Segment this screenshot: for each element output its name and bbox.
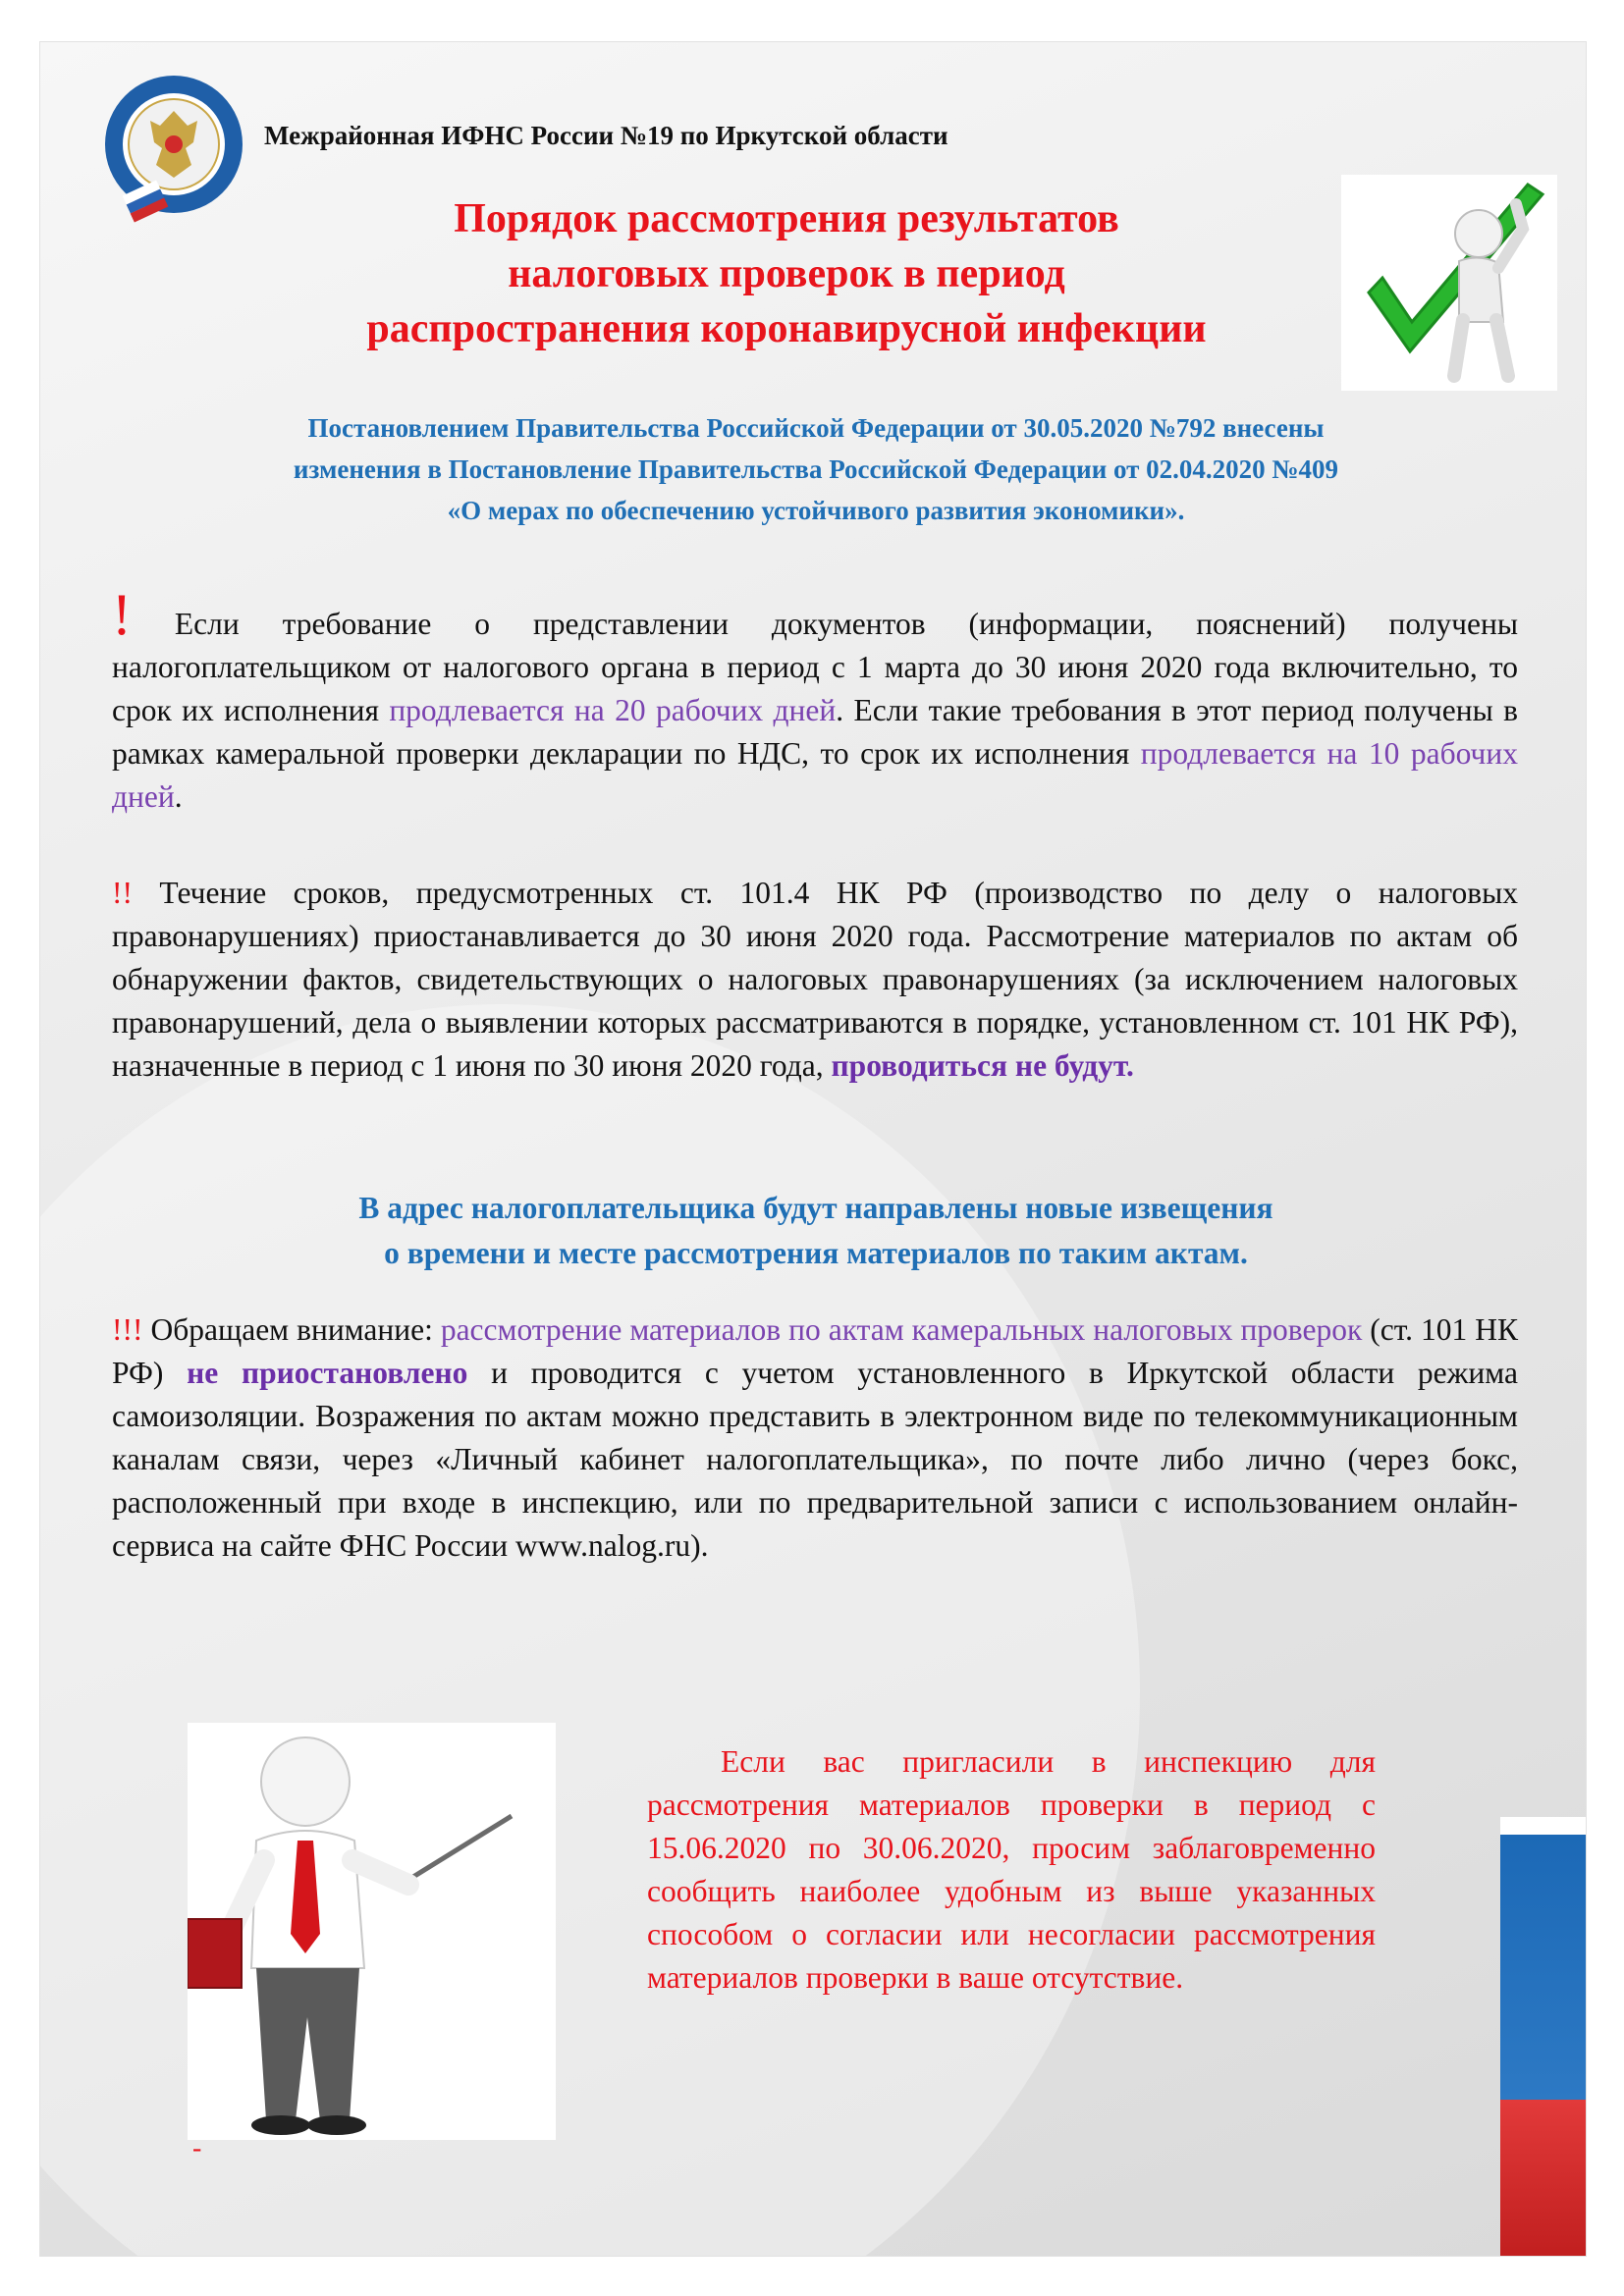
highlight-text: рассмотрение материалов по актам камеральных налоговых проверок bbox=[440, 1312, 1363, 1347]
decree-line: Постановлением Правительства Российской Федерации от 30.05.2020 №792 внесены bbox=[307, 413, 1325, 443]
exclamation-mark: !! bbox=[112, 876, 133, 910]
title-line: распространения коронавирусной инфекции bbox=[366, 306, 1207, 351]
paragraph-text: Если требование о представлении документов (информации, пояснений) получены налогоплательщиком от налогового органа в период с 1 марта до 30 июня 2020 года включительно, то срок их исполнения bbox=[112, 607, 1518, 727]
organization-name: Межрайонная ИФНС России №19 по Иркутской области bbox=[264, 121, 948, 150]
note-line: В адрес налогоплательщика будут направлены новые извещения bbox=[358, 1191, 1273, 1225]
paragraph-suspension bbox=[112, 872, 1518, 1088]
checkmark-man-icon bbox=[1341, 175, 1557, 391]
paragraph-attention bbox=[112, 1308, 1518, 1568]
paragraph-text: (ст. 101 НК РФ) bbox=[112, 1312, 1518, 1390]
page-title bbox=[217, 191, 1356, 356]
footer-dash: - bbox=[192, 2133, 202, 2163]
note-line: о времени и месте рассмотрения материалов по таким актам. bbox=[384, 1236, 1248, 1270]
highlight-text: продлевается на 10 рабочих дней bbox=[112, 736, 1518, 814]
flag-red-band bbox=[1500, 2100, 1586, 2257]
paragraph-text: . bbox=[174, 779, 183, 814]
decree-line: изменения в Постановление Правительства Российской Федерации от 02.04.2020 №409 bbox=[293, 454, 1339, 484]
flyer-page bbox=[39, 41, 1587, 2257]
highlight-text: проводиться не будут. bbox=[831, 1048, 1134, 1083]
paragraph-extension bbox=[112, 582, 1518, 819]
paragraph-text: Обращаем внимание: bbox=[142, 1312, 441, 1347]
exclamation-mark: ! bbox=[112, 582, 132, 647]
title-line: Порядок рассмотрения результатов bbox=[454, 196, 1119, 241]
decree-notice bbox=[158, 407, 1474, 531]
exclamation-mark: !!! bbox=[112, 1312, 143, 1347]
highlight-text: продлевается на 20 рабочих дней bbox=[389, 693, 837, 727]
new-notices-note bbox=[158, 1186, 1474, 1276]
paragraph-text: и проводится с учетом установленного в Иркутской области режима самоизоляции. Возражения по актам можно представить в электронном виде по телекоммуникационным каналам связи, через «Личный кабинет налогоплательщика», по почте либо лично (через бокс, расположенный при входе в инспекцию, или по предварительной записи с использованием онлайн-сервиса на сайте ФНС России www.nalog.ru). bbox=[112, 1356, 1518, 1563]
paragraph-text: . Если такие требования в этот период получены в рамках камеральной проверки декларации по НДС, то срок их исполнения bbox=[112, 693, 1518, 771]
highlight-text: не приостановлено bbox=[187, 1356, 468, 1390]
invitation-notice: Если вас пригласили в инспекцию для рассмотрения материалов проверки в период с 15.06.2020 по 30.06.2020, просим заблаговременно сообщить наиболее удобным из выше указанных способом о согласии или несогласии рассмотрения материалов проверки в ваше отсутствие. bbox=[647, 1744, 1376, 1995]
decree-line: «О мерах по обеспечению устойчивого развития экономики». bbox=[447, 496, 1185, 525]
flag-white-band bbox=[1500, 1817, 1586, 1835]
presenter-man-icon bbox=[188, 1723, 556, 2140]
paragraph-text: Течение сроков, предусмотренных ст. 101.4 НК РФ (производство по делу о налоговых правонарушениях) приостанавливается до 30 июня 2020 года. Рассмотрение материалов по актам об обнаружении фактов, свидетельствующих о налоговых правонарушениях (за исключением налоговых правонарушений, дела о выявлении которых рассматриваются в порядке, установленном ст. 101 НК РФ), назначенные в период с 1 июня по 30 июня 2020 года, bbox=[112, 876, 1518, 1083]
russian-flag-stripe bbox=[1500, 1817, 1586, 2257]
title-line: налоговых проверок в период bbox=[508, 251, 1065, 296]
flag-blue-band bbox=[1500, 1835, 1586, 2100]
